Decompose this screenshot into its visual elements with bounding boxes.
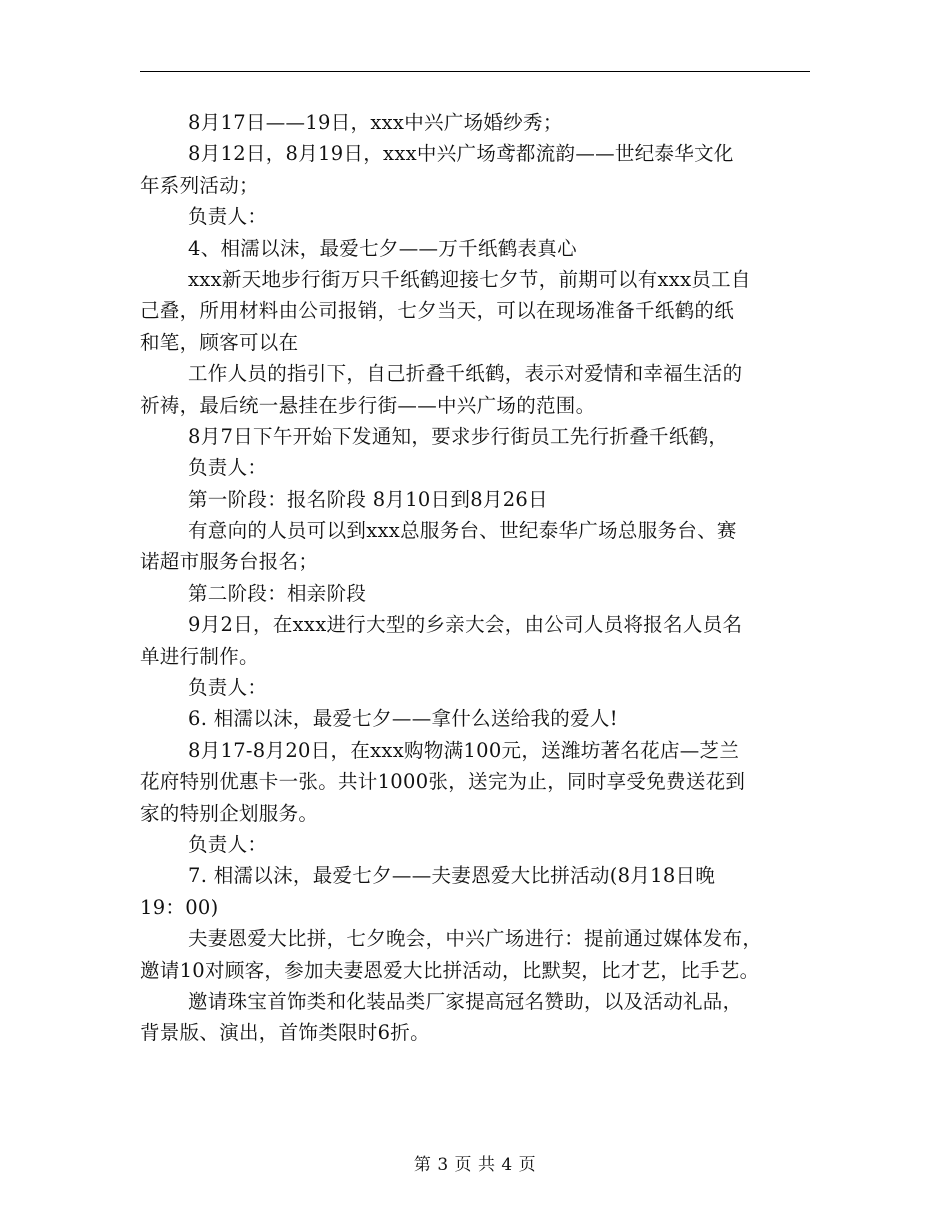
text-line: 有意向的人员可以到xxx总服务台、世纪泰华广场总服务台、赛	[188, 519, 737, 543]
text-line: 夫妻恩爱大比拼，七夕晚会，中兴广场进行：提前通过媒体发布，	[188, 927, 763, 951]
text-line: 第二阶段：相亲阶段	[188, 581, 367, 605]
text-line: 负责人：	[188, 832, 268, 856]
text-line: 和笔，顾客可以在	[140, 330, 299, 354]
text-line: 6. 相濡以沫，最爱七夕——拿什么送给我的爱人!	[188, 707, 618, 731]
text-line: 花府特别优惠卡一张。共计1000张，送完为止，同时享受免费送花到	[140, 770, 746, 794]
text-line: 8月17-8月20日，在xxx购物满100元，送潍坊著名花店—芝兰	[188, 738, 740, 762]
text-line: xxx新天地步行街万只千纸鹤迎接七夕节，前期可以有xxx员工自	[188, 267, 751, 291]
text-line: 单进行制作。	[140, 644, 259, 668]
text-line: 8月17日——19日，xxx中兴广场婚纱秀；	[188, 111, 563, 134]
document-body	[140, 107, 820, 1049]
page-number-label: 第 3 页 共 4 页	[413, 1155, 537, 1175]
text-line: 诺超市服务台报名；	[140, 550, 319, 574]
text-line: 负责人：	[188, 456, 268, 480]
header-rule	[140, 71, 810, 72]
text-line: 邀请珠宝首饰类和化装品类厂家提高冠名赞助，以及活动礼品，	[188, 989, 743, 1013]
page-footer	[0, 1154, 950, 1176]
text-line: 负责人：	[188, 676, 268, 700]
text-line: 负责人：	[188, 205, 268, 229]
text-line: 8月12日，8月19日，xxx中兴广场鸢都流韵——世纪泰华文化	[188, 142, 734, 166]
text-line: 7. 相濡以沫，最爱七夕——夫妻恩爱大比拼活动(8月18日晚	[188, 864, 716, 888]
text-line: 4、相濡以沫，最爱七夕——万千纸鹤表真心	[188, 236, 577, 260]
text-line: 祈祷，最后统一悬挂在步行街——中兴广场的范围。	[140, 393, 596, 417]
text-line: 年系列活动；	[140, 173, 259, 197]
text-line: 8月7日下午开始下发通知，要求步行街员工先行折叠千纸鹤，	[188, 424, 729, 448]
text-line: 9月2日，在xxx进行大型的乡亲大会，由公司人员将报名人员名	[188, 613, 743, 637]
text-line: 背景版、演出，首饰类限时6折。	[140, 1021, 430, 1045]
text-line: 工作人员的指引下，自己折叠千纸鹤，表示对爱情和幸福生活的	[188, 362, 743, 386]
text-line: 19：00)	[140, 895, 219, 919]
text-line: 第一阶段：报名阶段 8月10日到8月26日	[188, 487, 548, 511]
text-line: 家的特别企划服务。	[140, 801, 319, 825]
text-line: 邀请10对顾客，参加夫妻恩爱大比拼活动，比默契，比才艺，比手艺。	[140, 958, 760, 982]
text-line: 己叠，所用材料由公司报销，七夕当天，可以在现场准备千纸鹤的纸	[140, 299, 735, 323]
